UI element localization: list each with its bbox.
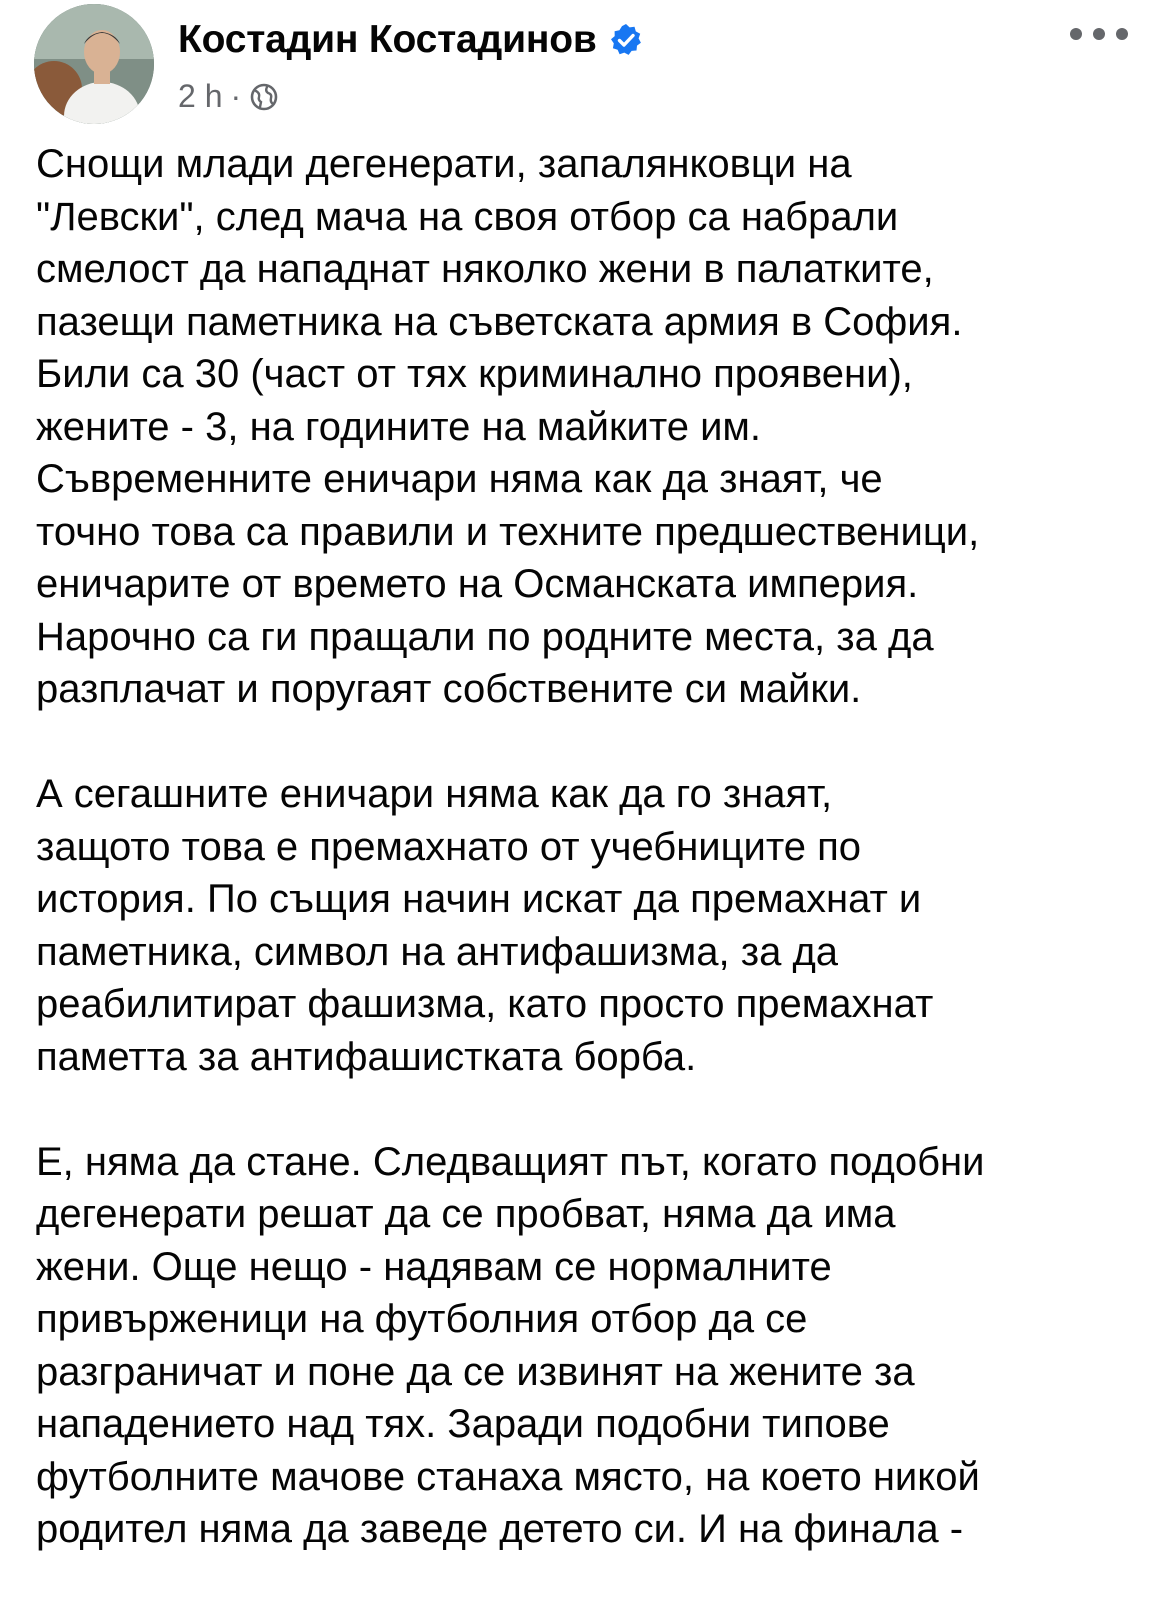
avatar-photo [34, 4, 154, 124]
globe-icon[interactable] [249, 82, 279, 112]
post-header [0, 0, 1170, 135]
post-meta [178, 78, 279, 115]
author-avatar[interactable] [34, 4, 154, 124]
post-body [36, 138, 1146, 1608]
post-paragraph-2: А сегашните еничари няма как да го знаят, защото това е премахнато от учебниците по история. По същия начин искат да премахнат и паметника, символ на антифашизма, за да реабилитират фашизма, като просто премахнат паметта за антифашистката борба. [36, 772, 934, 1079]
verified-badge-icon [609, 23, 643, 57]
post-paragraph-3: Е, няма да стане. Следващият път, когато подобни дегенерати решат да се пробват, няма да има жени. Още нещо - надявам се нормалните привърженици на футболния отбор да се разграничат и поне да се извинят на жените за нападението над тях. Заради подобни типове футболните мачове станаха място, на което никой родител няма да заведе детето си. И на финала - [36, 1139, 985, 1551]
post-timestamp[interactable]: 2 h [178, 78, 223, 114]
meta-separator: · [230, 78, 242, 114]
author-name[interactable]: Костадин Костадинов [178, 18, 597, 61]
more-options-icon[interactable] [1066, 20, 1132, 48]
post-paragraph-1: Снощи млади дегенерати, запалянковци на "Левски", след мача на своя отбор са набрали смелост да нападнат няколко жени в палатките, пазещи паметника на съветската армия в София. Били са 30 (част от тях криминално проявени), жените - 3, на годините на майките им. Съвременните еничари няма как да знаят, че точно това са правили и техните предшественици, еничарите от времето на Османската империя. Нарочно са ги пращали по родните места, за да разплачат и поругаят собствените си майки. [36, 142, 980, 711]
author-line [178, 18, 643, 62]
